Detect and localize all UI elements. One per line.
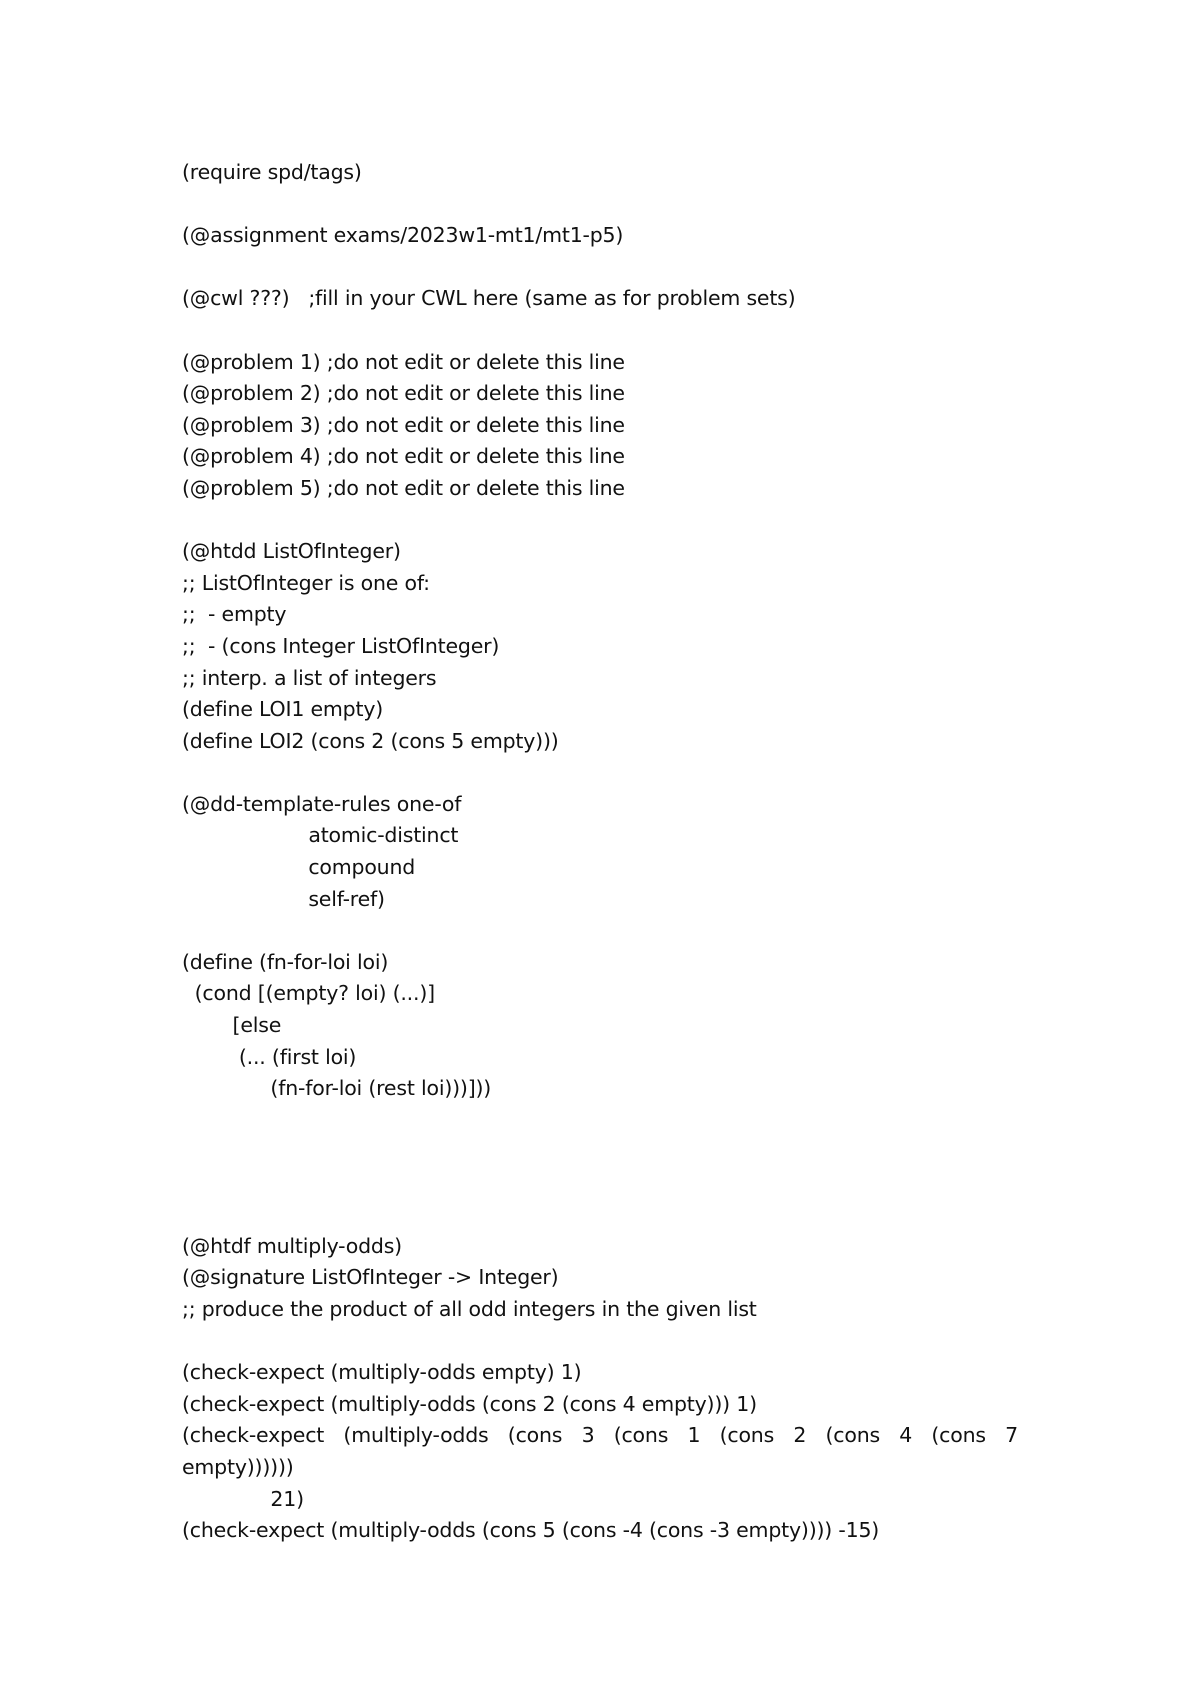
check-expect-line-3: (check-expect (multiply-odds (cons 3 (cons 1 (cons 2 (cons 4 (cons 7 [182,1423,1018,1448]
template-rules-line: atomic-distinct [182,823,459,848]
data-def-comment: ;; interp. a list of integers [182,665,437,690]
blank-line [182,505,1062,537]
template-function-line: [else [182,1013,282,1038]
blank-line [182,252,1062,284]
example-define-loi1: (define LOI1 empty) [182,697,384,722]
data-def-comment: ;; ListOfInteger is one of: [182,570,430,595]
template-function-line: (define (fn-for-loi loi) [182,949,389,974]
purpose-line: ;; produce the product of all odd integers in the given list [182,1297,757,1321]
blank-line [182,315,1062,347]
blank-line [182,915,1062,947]
problem-line-1: (@problem 1) ;do not edit or delete this line [182,349,625,374]
template-function-line: (cond [(empty? loi) (...)] [182,981,435,1006]
template-rules-line: self-ref) [182,886,385,911]
template-rules-line: (@dd-template-rules one-of [182,791,462,816]
blank-line [182,189,1062,221]
data-def-comment: ;; - empty [182,602,287,627]
htdf-line: (@htdf multiply-odds) [182,1233,402,1258]
template-function-line: (... (first loi) [182,1044,357,1069]
htdd-line: (@htdd ListOfInteger) [182,539,401,564]
data-def-comment: ;; - (cons Integer ListOfInteger) [182,633,500,658]
check-expect-line-2: (check-expect (multiply-odds (cons 2 (cons 4 empty))) 1) [182,1391,757,1416]
problem-line-4: (@problem 4) ;do not edit or delete this line [182,444,625,469]
example-define-loi2: (define LOI2 (cons 2 (cons 5 empty))) [182,728,559,753]
blank-gap [182,1105,1062,1231]
check-expect-line-3-cont: empty)))))) [182,1454,294,1479]
problem-line-3: (@problem 3) ;do not edit or delete this line [182,412,625,437]
assignment-line: (@assignment exams/2023w1-mt1/mt1-p5) [182,223,624,248]
blank-line [182,1326,1062,1358]
problem-line-5: (@problem 5) ;do not edit or delete this line [182,475,625,500]
check-expect-line-1: (check-expect (multiply-odds empty) 1) [182,1360,582,1385]
signature-line: (@signature ListOfInteger -> Integer) [182,1265,559,1290]
check-expect-line-4: (check-expect (multiply-odds (cons 5 (cons -4 (cons -3 empty)))) -15) [182,1518,880,1543]
cwl-line: (@cwl ???) ;fill in your CWL here (same as for problem sets) [182,286,796,311]
blank-line [182,757,1062,789]
template-rules-line: compound [182,855,416,880]
problem-line-2: (@problem 2) ;do not edit or delete this line [182,381,625,406]
template-function-line: (fn-for-loi (rest loi)))])) [182,1076,492,1101]
code-block [182,157,1062,1547]
require-line: (require spd/tags) [182,160,362,184]
check-expect-line-3-result: 21) [182,1486,304,1511]
